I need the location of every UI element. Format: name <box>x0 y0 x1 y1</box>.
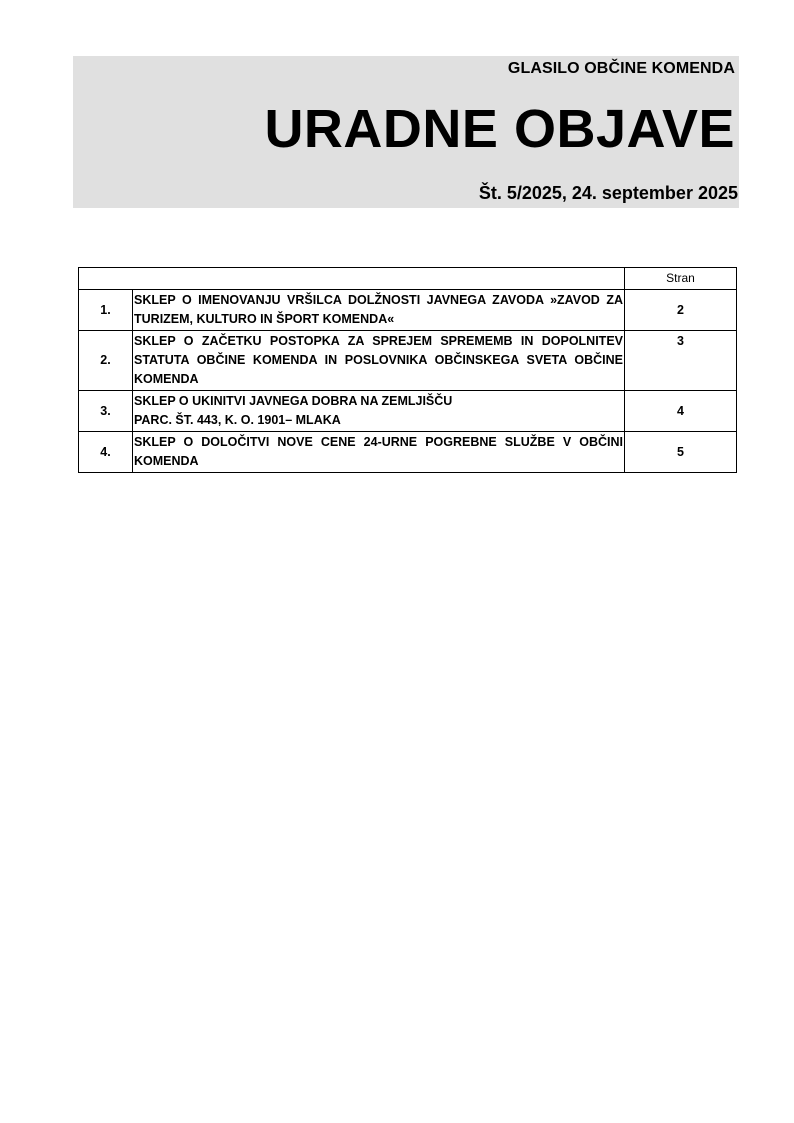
toc-header-blank <box>79 268 625 290</box>
toc-entry-title[interactable] <box>133 391 625 432</box>
masthead <box>73 56 739 208</box>
table-of-contents <box>78 267 737 473</box>
toc-entry-title-text: SKLEP O IMENOVANJU VRŠILCA DOLŽNOSTI JAVNEGA ZAVODA »ZAVOD ZA TURIZEM, KULTURO IN ŠPORT KOMENDA« <box>134 293 623 326</box>
toc-entry-number: 4. <box>79 432 133 473</box>
publisher-name: GLASILO OBČINE KOMENDA <box>507 60 735 77</box>
toc-entry-page: 3 <box>625 331 737 391</box>
toc-row <box>79 331 737 391</box>
toc-entry-title[interactable] <box>133 290 625 331</box>
toc-entry-title[interactable] <box>133 331 625 391</box>
toc-row <box>79 290 737 331</box>
toc-entry-page: 4 <box>625 391 737 432</box>
toc-entry-title[interactable] <box>133 432 625 473</box>
document-title: URADNE OBJAVE <box>264 99 735 159</box>
issue-info: Št. 5/2025, 24. september 2025 <box>478 183 738 203</box>
toc-row <box>79 432 737 473</box>
toc-page-column-header: Stran <box>625 268 737 290</box>
toc-row <box>79 391 737 432</box>
toc-entry-number: 2. <box>79 331 133 391</box>
toc-entry-title-text: SKLEP O DOLOČITVI NOVE CENE 24-URNE POGREBNE SLUŽBE V OBČINI KOMENDA <box>134 435 623 468</box>
toc-entry-title-text: SKLEP O UKINITVI JAVNEGA DOBRA NA ZEMLJIŠČU PARC. ŠT. 443, K. O. 1901– MLAKA <box>134 394 453 427</box>
toc-entry-page: 2 <box>625 290 737 331</box>
toc-header-row <box>79 268 737 290</box>
toc-entry-page: 5 <box>625 432 737 473</box>
toc-entry-number: 3. <box>79 391 133 432</box>
toc-entry-title-text: SKLEP O ZAČETKU POSTOPKA ZA SPREJEM SPREMEMB IN DOPOLNITEV STATUTA OBČINE KOMENDA IN POSLOVNIKA OBČINSKEGA SVETA OBČINE KOMENDA <box>134 334 623 386</box>
toc-entry-number: 1. <box>79 290 133 331</box>
